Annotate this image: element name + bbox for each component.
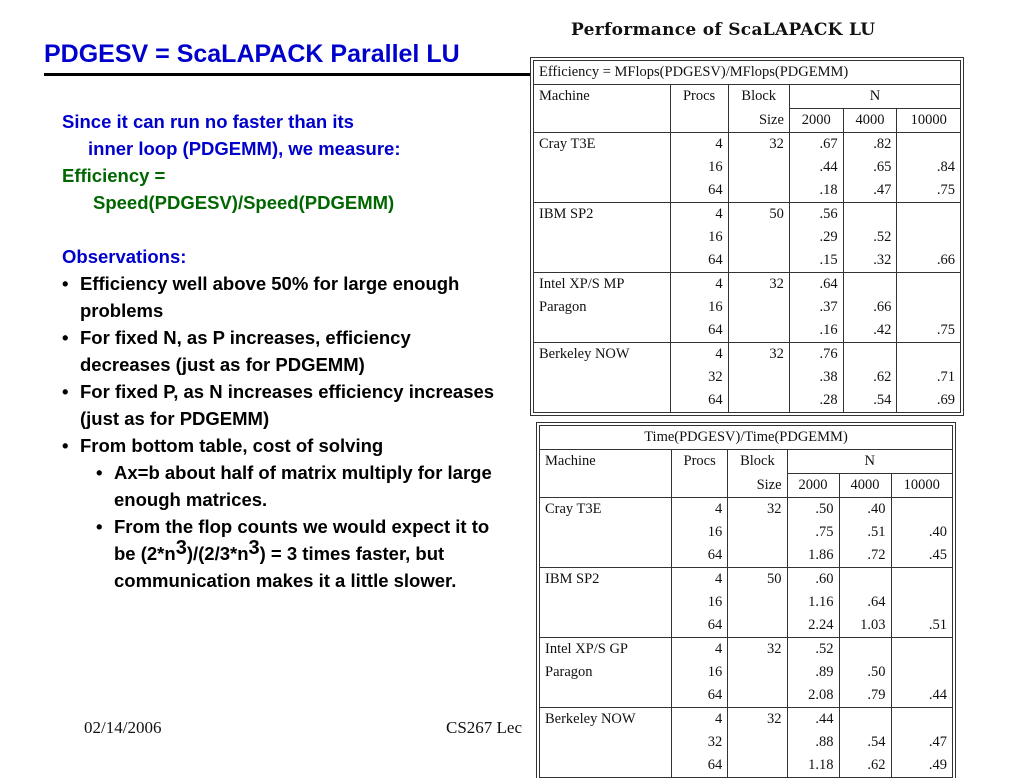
cell-block: 32 bbox=[728, 133, 789, 157]
cell-machine: Paragon bbox=[545, 664, 593, 680]
cell-block: 50 bbox=[728, 203, 789, 227]
cell-n2000: 2.08 bbox=[787, 684, 839, 708]
cell-block bbox=[728, 179, 789, 203]
cell-procs: 16 bbox=[670, 156, 728, 179]
cell-procs: 32 bbox=[670, 366, 728, 389]
cell-n2000: 1.18 bbox=[787, 754, 839, 778]
header-machine: Machine bbox=[540, 450, 672, 474]
cell-machine: IBM SP2 bbox=[540, 568, 672, 592]
cell-n10000: .49 bbox=[891, 754, 952, 778]
cell-procs: 16 bbox=[670, 296, 728, 319]
cell-procs: 64 bbox=[672, 754, 728, 778]
table-caption: Efficiency = MFlops(PDGESV)/MFlops(PDGEMM) bbox=[539, 64, 849, 80]
cell-procs: 16 bbox=[672, 661, 728, 684]
bullet-item: • For fixed P, as N increases efficiency increases (just as for PDGEMM) bbox=[62, 381, 495, 429]
bullet-item: • Efficiency well above 50% for large enough problems bbox=[62, 273, 460, 321]
table-row bbox=[534, 203, 961, 227]
cell-procs: 4 bbox=[672, 568, 728, 592]
cell-n10000: .75 bbox=[897, 319, 961, 343]
table-row bbox=[540, 638, 953, 662]
cell-n2000: .89 bbox=[787, 661, 839, 684]
cell-n4000: .62 bbox=[843, 366, 897, 389]
header-n-value: 4000 bbox=[843, 109, 897, 133]
cell-machine bbox=[540, 754, 672, 778]
bullet-item: • For fixed N, as P increases, efficiency decreases (just as for PDGEMM) bbox=[62, 327, 411, 375]
cell-n10000: .66 bbox=[897, 249, 961, 273]
table-row bbox=[540, 614, 953, 638]
table-row bbox=[540, 661, 953, 684]
table-row bbox=[534, 343, 961, 367]
cell-procs: 4 bbox=[672, 638, 728, 662]
table-row bbox=[540, 591, 953, 614]
cell-n4000: .64 bbox=[839, 591, 891, 614]
cell-procs: 16 bbox=[672, 521, 728, 544]
intro-line-2: inner loop (PDGEMM), we measure: bbox=[88, 138, 401, 159]
cell-n10000: .47 bbox=[891, 731, 952, 754]
cell-machine: Cray T3E bbox=[534, 133, 671, 157]
cell-n4000: .50 bbox=[839, 661, 891, 684]
cell-machine bbox=[534, 366, 671, 389]
table-row bbox=[534, 156, 961, 179]
cell-n2000: .76 bbox=[789, 343, 843, 367]
cell-block bbox=[728, 249, 789, 273]
table-row bbox=[534, 296, 961, 319]
cell-n2000: .15 bbox=[789, 249, 843, 273]
cell-n4000: .65 bbox=[843, 156, 897, 179]
table-row bbox=[540, 544, 953, 568]
cell-n10000 bbox=[891, 568, 952, 592]
cell-block bbox=[728, 366, 789, 389]
table-row bbox=[534, 273, 961, 297]
header-blank bbox=[540, 474, 672, 498]
table-row bbox=[534, 226, 961, 249]
cell-n2000: 1.86 bbox=[787, 544, 839, 568]
cell-n4000 bbox=[839, 638, 891, 662]
table-row bbox=[534, 389, 961, 413]
cell-machine: Paragon bbox=[539, 299, 587, 315]
header-machine: Machine bbox=[534, 85, 671, 109]
table-figure-title: Performance of ScaLAPACK LU bbox=[571, 20, 876, 40]
cell-n10000: .51 bbox=[891, 614, 952, 638]
cell-n4000 bbox=[839, 708, 891, 732]
cell-n2000: .75 bbox=[787, 521, 839, 544]
cell-block bbox=[728, 591, 787, 614]
cell-n10000 bbox=[891, 638, 952, 662]
cell-machine: Intel XP/S MP bbox=[534, 273, 671, 297]
cell-block bbox=[728, 661, 787, 684]
header-n: N bbox=[787, 450, 952, 474]
footer-date: 02/14/2006 bbox=[84, 718, 162, 737]
bullet-item: • From bottom table, cost of solving bbox=[62, 435, 384, 456]
cell-procs: 64 bbox=[670, 319, 728, 343]
cell-block bbox=[728, 521, 787, 544]
cell-machine bbox=[540, 731, 672, 754]
header-size: Size bbox=[728, 109, 789, 133]
cell-machine bbox=[534, 226, 671, 249]
cell-block bbox=[728, 754, 787, 778]
cell-n10000: .69 bbox=[897, 389, 961, 413]
cell-n4000: .51 bbox=[839, 521, 891, 544]
cell-machine bbox=[540, 614, 672, 638]
cell-machine: Intel XP/S GP bbox=[540, 638, 672, 662]
sub-bullet-item: • Ax=b about half of matrix multiply for large enough matrices. bbox=[96, 462, 492, 510]
cell-n4000: .42 bbox=[843, 319, 897, 343]
table-caption: Time(PDGESV)/Time(PDGEMM) bbox=[644, 429, 848, 445]
cell-n4000: 1.03 bbox=[839, 614, 891, 638]
cell-machine bbox=[540, 544, 672, 568]
cell-n2000: .52 bbox=[787, 638, 839, 662]
cell-n10000 bbox=[891, 708, 952, 732]
cell-procs: 4 bbox=[670, 133, 728, 157]
cell-block bbox=[728, 684, 787, 708]
cell-n10000: .75 bbox=[897, 179, 961, 203]
cell-n4000: .40 bbox=[839, 498, 891, 522]
cell-machine bbox=[540, 591, 672, 614]
cell-n10000: .40 bbox=[891, 521, 952, 544]
cell-n10000 bbox=[897, 273, 961, 297]
cell-n4000 bbox=[843, 273, 897, 297]
header-blank bbox=[670, 109, 728, 133]
cell-n4000: .79 bbox=[839, 684, 891, 708]
table-row bbox=[540, 731, 953, 754]
table-row bbox=[540, 684, 953, 708]
header-n: N bbox=[789, 85, 960, 109]
cell-n4000: .66 bbox=[843, 296, 897, 319]
header-procs: Procs bbox=[670, 85, 728, 109]
cell-n10000 bbox=[897, 296, 961, 319]
cell-procs: 64 bbox=[670, 179, 728, 203]
cell-n4000: .62 bbox=[839, 754, 891, 778]
cell-procs: 4 bbox=[672, 498, 728, 522]
cell-n2000: .56 bbox=[789, 203, 843, 227]
cell-machine: Cray T3E bbox=[540, 498, 672, 522]
cell-procs: 64 bbox=[670, 389, 728, 413]
cell-machine bbox=[534, 156, 671, 179]
cell-block bbox=[728, 389, 789, 413]
cell-procs: 64 bbox=[672, 544, 728, 568]
cell-procs: 4 bbox=[670, 203, 728, 227]
footer-course: CS267 Lec bbox=[446, 718, 523, 737]
cell-machine: Berkeley NOW bbox=[534, 343, 671, 367]
cell-procs: 64 bbox=[672, 614, 728, 638]
cell-n2000: .67 bbox=[789, 133, 843, 157]
cell-machine: Berkeley NOW bbox=[540, 708, 672, 732]
cell-block bbox=[728, 544, 787, 568]
slide-body bbox=[62, 108, 502, 594]
table-row bbox=[540, 568, 953, 592]
cell-n2000: 1.16 bbox=[787, 591, 839, 614]
table-row bbox=[534, 179, 961, 203]
cell-machine bbox=[534, 389, 671, 413]
cell-block: 32 bbox=[728, 273, 789, 297]
table-row bbox=[534, 319, 961, 343]
cell-n2000: .64 bbox=[789, 273, 843, 297]
header-n-value: 2000 bbox=[787, 474, 839, 498]
table-row bbox=[534, 366, 961, 389]
table-row bbox=[534, 249, 961, 273]
cell-block bbox=[728, 731, 787, 754]
header-blank bbox=[672, 474, 728, 498]
cell-block bbox=[728, 156, 789, 179]
header-blank bbox=[534, 109, 671, 133]
slide-title: PDGESV = ScaLAPACK Parallel LU bbox=[44, 40, 460, 68]
cell-block bbox=[728, 296, 789, 319]
cell-n4000: .54 bbox=[843, 389, 897, 413]
sub-bullet-item: • From the flop counts we would expect it to be $(2*n^3)/(2/3*n^3) = 3$ times faster, but communication makes it a little slower. bbox=[96, 516, 490, 591]
cell-n2000: .16 bbox=[789, 319, 843, 343]
cell-n4000: .32 bbox=[843, 249, 897, 273]
table-row bbox=[540, 521, 953, 544]
cell-n2000: .44 bbox=[789, 156, 843, 179]
observations-heading: Observations: bbox=[62, 246, 187, 267]
cell-n2000: .18 bbox=[789, 179, 843, 203]
cell-machine bbox=[534, 179, 671, 203]
cell-n4000 bbox=[843, 203, 897, 227]
cell-n10000: .71 bbox=[897, 366, 961, 389]
cell-block: 32 bbox=[728, 708, 787, 732]
cell-block: 32 bbox=[728, 343, 789, 367]
header-n-value: 4000 bbox=[839, 474, 891, 498]
cell-n4000 bbox=[843, 343, 897, 367]
cell-n4000: .54 bbox=[839, 731, 891, 754]
efficiency-table bbox=[533, 60, 961, 413]
cell-n10000 bbox=[897, 203, 961, 227]
cell-machine bbox=[534, 249, 671, 273]
cell-n10000 bbox=[891, 661, 952, 684]
intro-line-1: Since it can run no faster than its bbox=[62, 111, 354, 132]
header-n-value: 10000 bbox=[891, 474, 952, 498]
cell-n2000: .44 bbox=[787, 708, 839, 732]
table-row bbox=[540, 708, 953, 732]
cell-block bbox=[728, 614, 787, 638]
efficiency-label: Efficiency = bbox=[62, 165, 166, 186]
cell-procs: 16 bbox=[672, 591, 728, 614]
header-n-value: 2000 bbox=[789, 109, 843, 133]
cell-n10000 bbox=[897, 133, 961, 157]
cell-n4000: .47 bbox=[843, 179, 897, 203]
cell-n4000: .52 bbox=[843, 226, 897, 249]
cell-n2000: 2.24 bbox=[787, 614, 839, 638]
cell-n10000 bbox=[897, 343, 961, 367]
cell-n2000: .38 bbox=[789, 366, 843, 389]
cell-n2000: .88 bbox=[787, 731, 839, 754]
cell-n2000: .37 bbox=[789, 296, 843, 319]
efficiency-formula: Speed(PDGESV)/Speed(PDGEMM) bbox=[93, 192, 395, 213]
cell-n10000: .84 bbox=[897, 156, 961, 179]
header-block: Block bbox=[728, 450, 787, 474]
cell-n4000: .72 bbox=[839, 544, 891, 568]
cell-procs: 64 bbox=[670, 249, 728, 273]
title-underline bbox=[44, 73, 530, 76]
cell-procs: 64 bbox=[672, 684, 728, 708]
cell-block: 32 bbox=[728, 498, 787, 522]
cell-machine: IBM SP2 bbox=[534, 203, 671, 227]
cell-n2000: .50 bbox=[787, 498, 839, 522]
cell-n2000: .29 bbox=[789, 226, 843, 249]
cell-n10000: .44 bbox=[891, 684, 952, 708]
cell-machine bbox=[534, 319, 671, 343]
table-row bbox=[540, 754, 953, 778]
header-procs: Procs bbox=[672, 450, 728, 474]
cell-n10000 bbox=[897, 226, 961, 249]
header-block: Block bbox=[728, 85, 789, 109]
cell-machine bbox=[540, 521, 672, 544]
cell-machine bbox=[540, 684, 672, 708]
cell-n2000: .60 bbox=[787, 568, 839, 592]
cell-block bbox=[728, 319, 789, 343]
cell-block: 32 bbox=[728, 638, 787, 662]
header-size: Size bbox=[728, 474, 787, 498]
cell-n4000 bbox=[839, 568, 891, 592]
cell-block bbox=[728, 226, 789, 249]
cell-n4000: .82 bbox=[843, 133, 897, 157]
cell-procs: 4 bbox=[670, 273, 728, 297]
cell-n10000 bbox=[891, 591, 952, 614]
cell-procs: 4 bbox=[672, 708, 728, 732]
cell-n2000: .28 bbox=[789, 389, 843, 413]
cell-n10000 bbox=[891, 498, 952, 522]
cell-block: 50 bbox=[728, 568, 787, 592]
table-row bbox=[540, 498, 953, 522]
cell-procs: 32 bbox=[672, 731, 728, 754]
table-row bbox=[534, 133, 961, 157]
cell-procs: 4 bbox=[670, 343, 728, 367]
time-table bbox=[539, 425, 953, 778]
header-n-value: 10000 bbox=[897, 109, 961, 133]
cell-procs: 16 bbox=[670, 226, 728, 249]
cell-n10000: .45 bbox=[891, 544, 952, 568]
